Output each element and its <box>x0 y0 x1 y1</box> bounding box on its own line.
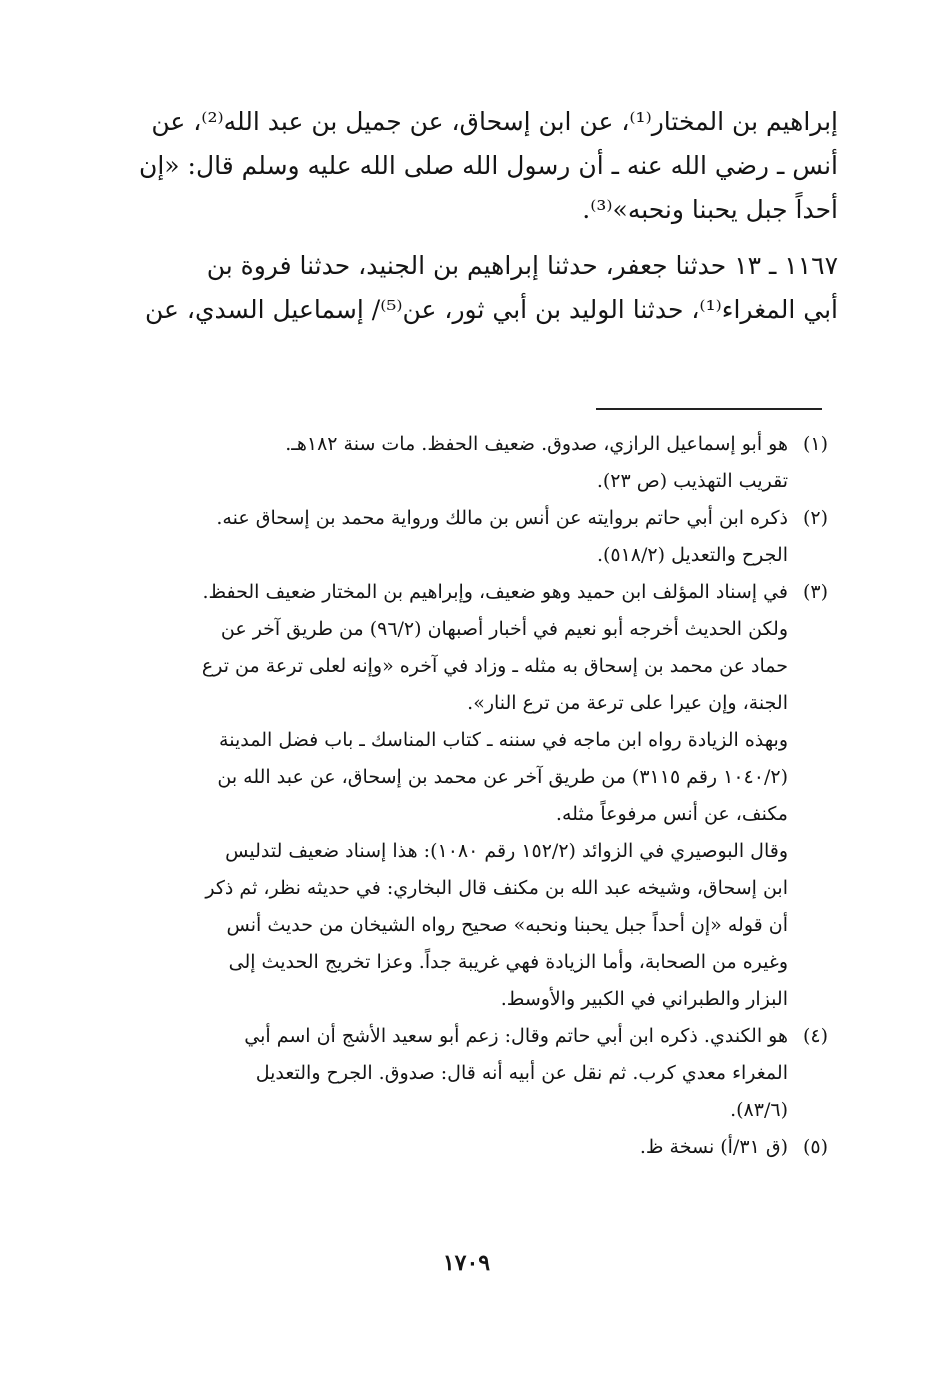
footnote-line: وغيره من الصحابة، وأما الزيادة فهي غريبة جداً. وعزا تخريج الحديث إلى <box>228 951 788 973</box>
footnote-number: (٢) <box>802 507 828 529</box>
footnote-line: ذكره ابن أبي حاتم بروايته عن أنس بن مالك ورواية محمد بن إسحاق عنه. <box>216 507 788 529</box>
footnote-number: (٥) <box>802 1136 828 1158</box>
page-number: ١٧٠٩ <box>442 1250 491 1276</box>
footnote-line: (ق ٣١/أ) نسخة ظ. <box>639 1136 788 1158</box>
text-line: إبراهيم بن المختار⁽¹⁾، عن ابن إسحاق، عن جميل بن عبد الله⁽²⁾، عن <box>151 107 838 136</box>
footnote-line: ابن إسحاق، وشيخه عبد الله بن مكنف قال البخاري: في حديثه نظر، ثم ذكر <box>205 877 788 899</box>
text-line: أبي المغراء⁽¹⁾، حدثنا الوليد بن أبي ثور، عن⁽⁵⁾/ إسماعيل السدي، عن <box>145 295 838 324</box>
footnote-line: (١٠٤٠/٢ رقم ٣١١٥) من طريق آخر عن محمد بن إسحاق، عن عبد الله بن <box>217 766 788 788</box>
footnote-3 <box>128 574 828 1018</box>
footnote-number: (١) <box>802 433 828 455</box>
footnote-line: حماد عن محمد بن إسحاق به مثله ـ وزاد في آخره «وإنه لعلى ترعة من ترع <box>201 655 788 677</box>
footnote-line: هو الكندي. ذكره ابن أبي حاتم وقال: زعم أبو سعيد الأشج أن اسم أبي <box>244 1025 788 1047</box>
footnote-2 <box>128 500 828 574</box>
footnote-1 <box>128 426 828 500</box>
main-text <box>128 100 838 332</box>
footnote-number: (٣) <box>802 581 828 603</box>
footnote-line: ولكن الحديث أخرجه أبو نعيم في أخبار أصبهان (٩٦/٢) من طريق آخر عن <box>220 618 788 640</box>
footnotes <box>128 426 828 1166</box>
footnote-line: وقال البوصيري في الزوائد (١٥٢/٢ رقم ١٠٨٠): هذا إسناد ضعيف لتدليس <box>225 840 788 862</box>
footnote-line: المغراء معدي كرب. ثم نقل عن أبيه أنه قال: صدوق. الجرح والتعديل <box>255 1062 788 1084</box>
footnote-line: هو أبو إسماعيل الرازي، صدوق. ضعيف الحفظ. مات سنة ١٨٢هـ. <box>285 433 788 455</box>
footnote-line: أن قوله «إن أحداً جبل يحبنا ونحبه» صحيح رواه الشيخان من حديث أنس <box>226 914 788 936</box>
footnote-number: (٤) <box>802 1025 828 1047</box>
footnote-line: (٨٣/٦). <box>730 1099 788 1121</box>
footnote-line: وبهذه الزيادة رواه ابن ماجه في سننه ـ كتاب المناسك ـ باب فضل المدينة <box>219 729 788 751</box>
footnote-line: مكنف، عن أنس مرفوعاً مثله. <box>555 803 788 825</box>
paragraph <box>128 100 838 232</box>
footnote-separator <box>596 408 822 410</box>
footnote-4 <box>128 1018 828 1129</box>
footnote-5 <box>128 1129 828 1166</box>
paragraph <box>128 244 838 332</box>
footnote-line: البزار والطبراني في الكبير والأوسط. <box>500 988 788 1010</box>
text-line: أنس ـ رضي الله عنه ـ أن رسول الله صلى الله عليه وسلم قال: «إن <box>139 151 838 180</box>
footnote-line: في إسناد المؤلف ابن حميد وهو ضعيف، وإبراهيم بن المختار ضعيف الحفظ. <box>202 581 788 603</box>
footnote-line: تقريب التهذيب (ص ٢٣). <box>596 470 788 492</box>
footnote-line: الجنة، وإن عيرا على ترعة من ترع النار». <box>467 692 788 714</box>
text-line: ١١٦٧ ـ ١٣ حدثنا جعفر، حدثنا إبراهيم بن الجنيد، حدثنا فروة بن <box>206 251 838 280</box>
text-line: أحداً جبل يحبنا ونحبه»⁽³⁾. <box>582 195 838 224</box>
footnote-line: الجرح والتعديل (٥١٨/٢). <box>596 544 788 566</box>
